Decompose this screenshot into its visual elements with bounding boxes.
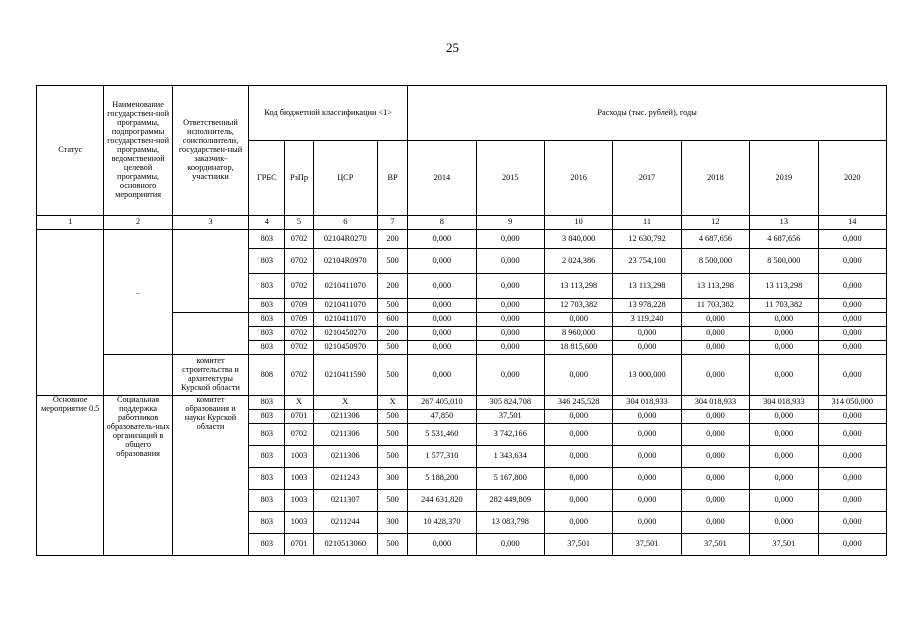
rzpr-cell: 1003	[285, 512, 313, 534]
value-cell: 8 500,000	[681, 249, 749, 274]
value-cell: 37,501	[750, 534, 818, 556]
value-cell: 0,000	[408, 299, 476, 313]
value-cell: 0,000	[613, 446, 681, 468]
vr-cell: 500	[377, 424, 407, 446]
rzpr-cell: 0701	[285, 534, 313, 556]
header-year: 2018	[681, 141, 749, 216]
grbs-cell: 803	[249, 327, 285, 341]
value-cell: 0,000	[681, 313, 749, 327]
csr-cell: 0211306	[313, 424, 377, 446]
vr-cell: 500	[377, 490, 407, 512]
value-cell: 0,000	[818, 410, 886, 424]
executor-cell: комитет образования и науки Курской области	[172, 396, 248, 556]
grbs-cell: 803	[249, 274, 285, 299]
rzpr-cell: 1003	[285, 446, 313, 468]
grbs-cell: 803	[249, 534, 285, 556]
value-cell: 0,000	[750, 490, 818, 512]
status-cell	[37, 230, 104, 396]
rzpr-cell: 0702	[285, 424, 313, 446]
value-cell: 0,000	[681, 341, 749, 355]
value-cell: 0,000	[408, 341, 476, 355]
program-cell: ..	[104, 230, 172, 355]
header-program-name: Наименование государствен-ной программы, подпрограммы государствен-ной программы, ведомственной целевой программы, основного мероприятия	[104, 86, 172, 216]
program-cell	[104, 355, 172, 396]
vr-cell: Х	[377, 396, 407, 410]
value-cell: 0,000	[681, 512, 749, 534]
column-number: 10	[544, 216, 612, 230]
value-cell: 3 742,166	[476, 424, 544, 446]
value-cell: 13 083,798	[476, 512, 544, 534]
column-number: 8	[408, 216, 476, 230]
value-cell: 8 500,000	[750, 249, 818, 274]
vr-cell: 200	[377, 327, 407, 341]
csr-cell: Х	[313, 396, 377, 410]
grbs-cell: 803	[249, 313, 285, 327]
grbs-cell: 803	[249, 490, 285, 512]
rzpr-cell: 0709	[285, 313, 313, 327]
header-expenses: Расходы (тыс. рублей), годы	[408, 86, 887, 141]
rzpr-cell: 0701	[285, 410, 313, 424]
value-cell: 13 000,000	[613, 355, 681, 396]
value-cell: 0,000	[408, 534, 476, 556]
value-cell: 0,000	[750, 424, 818, 446]
value-cell: 13 978,228	[613, 299, 681, 313]
value-cell: 0,000	[750, 410, 818, 424]
header-rzpr: РзПр	[285, 141, 313, 216]
value-cell: 0,000	[476, 230, 544, 249]
grbs-cell: 803	[249, 446, 285, 468]
table-row	[37, 230, 887, 249]
grbs-cell: 803	[249, 249, 285, 274]
value-cell: 0,000	[818, 355, 886, 396]
value-cell: 5 531,460	[408, 424, 476, 446]
csr-cell: 0211307	[313, 490, 377, 512]
page-number: 25	[446, 40, 459, 55]
rzpr-cell: Х	[285, 396, 313, 410]
value-cell: 0,000	[544, 424, 612, 446]
value-cell: 282 449,809	[476, 490, 544, 512]
csr-cell: 0210513060	[313, 534, 377, 556]
value-cell: 1 577,310	[408, 446, 476, 468]
value-cell: 0,000	[613, 341, 681, 355]
grbs-cell: 803	[249, 410, 285, 424]
value-cell: 0,000	[818, 446, 886, 468]
value-cell: 5 167,800	[476, 468, 544, 490]
value-cell: 0,000	[681, 410, 749, 424]
value-cell: 305 824,708	[476, 396, 544, 410]
value-cell: 0,000	[408, 230, 476, 249]
header-year: 2017	[613, 141, 681, 216]
value-cell: 0,000	[818, 274, 886, 299]
column-number: 9	[476, 216, 544, 230]
header-csr: ЦСР	[313, 141, 377, 216]
value-cell: 0,000	[818, 341, 886, 355]
value-cell: 0,000	[818, 534, 886, 556]
vr-cell: 200	[377, 274, 407, 299]
value-cell: 0,000	[681, 424, 749, 446]
header-year: 2014	[408, 141, 476, 216]
vr-cell: 500	[377, 355, 407, 396]
vr-cell: 500	[377, 410, 407, 424]
value-cell: 0,000	[818, 512, 886, 534]
value-cell: 3 840,000	[544, 230, 612, 249]
value-cell: 0,000	[408, 274, 476, 299]
value-cell: 0,000	[681, 446, 749, 468]
value-cell: 0,000	[613, 490, 681, 512]
column-number: 5	[285, 216, 313, 230]
rzpr-cell: 0702	[285, 341, 313, 355]
status-cell: Основное мероприятие 0.5	[37, 396, 104, 556]
value-cell: 0,000	[750, 341, 818, 355]
header-budget-code: Код бюджетной классификации <1>	[249, 86, 408, 141]
rzpr-cell: 0702	[285, 355, 313, 396]
rzpr-cell: 0702	[285, 327, 313, 341]
value-cell: 13 113,298	[681, 274, 749, 299]
value-cell: 0,000	[613, 468, 681, 490]
value-cell: 0,000	[750, 512, 818, 534]
grbs-cell: 803	[249, 424, 285, 446]
csr-cell: 0210411070	[313, 299, 377, 313]
value-cell: 37,501	[544, 534, 612, 556]
value-cell: 0,000	[476, 327, 544, 341]
executor-cell	[172, 230, 248, 313]
grbs-cell: 803	[249, 230, 285, 249]
value-cell: 3 119,240	[613, 313, 681, 327]
table-row	[37, 396, 887, 410]
column-number: 3	[172, 216, 248, 230]
value-cell: 37,501	[681, 534, 749, 556]
value-cell: 13 113,298	[613, 274, 681, 299]
value-cell: 11 703,382	[750, 299, 818, 313]
value-cell: 23 754,100	[613, 249, 681, 274]
value-cell: 267 405,010	[408, 396, 476, 410]
vr-cell: 500	[377, 249, 407, 274]
value-cell: 0,000	[818, 313, 886, 327]
value-cell: 13 113,298	[544, 274, 612, 299]
value-cell: 0,000	[544, 410, 612, 424]
header-year: 2016	[544, 141, 612, 216]
value-cell: 0,000	[613, 424, 681, 446]
grbs-cell: 803	[249, 299, 285, 313]
value-cell: 0,000	[476, 534, 544, 556]
header-year: 2015	[476, 141, 544, 216]
value-cell: 0,000	[408, 327, 476, 341]
grbs-cell: 808	[249, 355, 285, 396]
grbs-cell: 803	[249, 468, 285, 490]
csr-cell: 0211243	[313, 468, 377, 490]
rzpr-cell: 1003	[285, 490, 313, 512]
value-cell: 0,000	[818, 490, 886, 512]
vr-cell: 500	[377, 534, 407, 556]
header-status: Статус	[37, 86, 104, 216]
column-number: 1	[37, 216, 104, 230]
value-cell: 0,000	[750, 313, 818, 327]
csr-cell: 0210450970	[313, 341, 377, 355]
rzpr-cell: 0702	[285, 249, 313, 274]
value-cell: 13 113,298	[750, 274, 818, 299]
vr-cell: 300	[377, 512, 407, 534]
program-cell: Социальная поддержка работников образователь-ных организаций в общего образования	[104, 396, 172, 556]
value-cell: 0,000	[681, 355, 749, 396]
value-cell: 0,000	[750, 468, 818, 490]
vr-cell: 500	[377, 341, 407, 355]
value-cell: 304 018,933	[613, 396, 681, 410]
csr-cell: 0210411070	[313, 274, 377, 299]
grbs-cell: 803	[249, 396, 285, 410]
value-cell: 0,000	[613, 327, 681, 341]
value-cell: 0,000	[818, 249, 886, 274]
value-cell: 0,000	[544, 446, 612, 468]
value-cell: 18 815,600	[544, 341, 612, 355]
rzpr-cell: 0702	[285, 230, 313, 249]
csr-cell: 0211306	[313, 446, 377, 468]
vr-cell: 200	[377, 230, 407, 249]
value-cell: 0,000	[476, 341, 544, 355]
value-cell: 11 703,382	[681, 299, 749, 313]
value-cell: 2 024,386	[544, 249, 612, 274]
value-cell: 0,000	[408, 313, 476, 327]
column-number: 7	[377, 216, 407, 230]
csr-cell: 0211244	[313, 512, 377, 534]
value-cell: 0,000	[750, 327, 818, 341]
value-cell: 12 630,792	[613, 230, 681, 249]
value-cell: 346 245,528	[544, 396, 612, 410]
csr-cell: 02104R0970	[313, 249, 377, 274]
csr-cell: 02104R0270	[313, 230, 377, 249]
value-cell: 0,000	[613, 512, 681, 534]
column-number: 4	[249, 216, 285, 230]
value-cell: 4 687,656	[681, 230, 749, 249]
value-cell: 304 018,933	[750, 396, 818, 410]
column-number: 2	[104, 216, 172, 230]
value-cell: 0,000	[476, 274, 544, 299]
vr-cell: 500	[377, 299, 407, 313]
value-cell: 0,000	[544, 355, 612, 396]
value-cell: 5 188,200	[408, 468, 476, 490]
column-number: 12	[681, 216, 749, 230]
column-number: 14	[818, 216, 886, 230]
value-cell: 0,000	[544, 468, 612, 490]
value-cell: 244 631,820	[408, 490, 476, 512]
value-cell: 47,850	[408, 410, 476, 424]
vr-cell: 300	[377, 468, 407, 490]
header-executor: Ответственный исполнитель, соисполнители, государствен-ный заказчик-координатор, участники	[172, 86, 248, 216]
value-cell: 0,000	[613, 410, 681, 424]
value-cell: 10 428,370	[408, 512, 476, 534]
column-number: 6	[313, 216, 377, 230]
value-cell: 304 018,933	[681, 396, 749, 410]
csr-cell: 0210450270	[313, 327, 377, 341]
value-cell: 0,000	[476, 299, 544, 313]
column-number: 13	[750, 216, 818, 230]
value-cell: 0,000	[476, 355, 544, 396]
value-cell: 0,000	[681, 327, 749, 341]
column-number-row	[37, 216, 887, 230]
value-cell: 0,000	[750, 355, 818, 396]
value-cell: 0,000	[750, 446, 818, 468]
csr-cell: 0210411590	[313, 355, 377, 396]
table-row	[37, 355, 887, 396]
header-year: 2020	[818, 141, 886, 216]
value-cell: 0,000	[818, 424, 886, 446]
rzpr-cell: 1003	[285, 468, 313, 490]
column-number: 11	[613, 216, 681, 230]
header-vr: ВР	[377, 141, 407, 216]
value-cell: 0,000	[681, 468, 749, 490]
header-year: 2019	[750, 141, 818, 216]
csr-cell: 0211306	[313, 410, 377, 424]
header-row-1	[37, 86, 887, 141]
value-cell: 0,000	[544, 313, 612, 327]
value-cell: 0,000	[544, 490, 612, 512]
value-cell: 0,000	[818, 327, 886, 341]
value-cell: 4 687,656	[750, 230, 818, 249]
value-cell: 0,000	[408, 249, 476, 274]
value-cell: 0,000	[681, 490, 749, 512]
grbs-cell: 803	[249, 341, 285, 355]
rzpr-cell: 0709	[285, 299, 313, 313]
value-cell: 1 343,634	[476, 446, 544, 468]
value-cell: 37,501	[476, 410, 544, 424]
vr-cell: 600	[377, 313, 407, 327]
value-cell: 0,000	[818, 230, 886, 249]
value-cell: 0,000	[476, 249, 544, 274]
value-cell: 314 050,000	[818, 396, 886, 410]
value-cell: 0,000	[818, 299, 886, 313]
grbs-cell: 803	[249, 512, 285, 534]
rzpr-cell: 0702	[285, 274, 313, 299]
budget-table	[36, 85, 887, 556]
value-cell: 0,000	[476, 313, 544, 327]
value-cell: 0,000	[818, 468, 886, 490]
csr-cell: 0210411070	[313, 313, 377, 327]
executor-cell: комитет строительства и архитектуры Курской области	[172, 355, 248, 396]
header-grbs: ГРБС	[249, 141, 285, 216]
value-cell: 37,501	[613, 534, 681, 556]
executor-cell	[172, 313, 248, 355]
value-cell: 0,000	[544, 512, 612, 534]
value-cell: 0,000	[408, 355, 476, 396]
value-cell: 12 703,382	[544, 299, 612, 313]
value-cell: 8 960,000	[544, 327, 612, 341]
vr-cell: 500	[377, 446, 407, 468]
